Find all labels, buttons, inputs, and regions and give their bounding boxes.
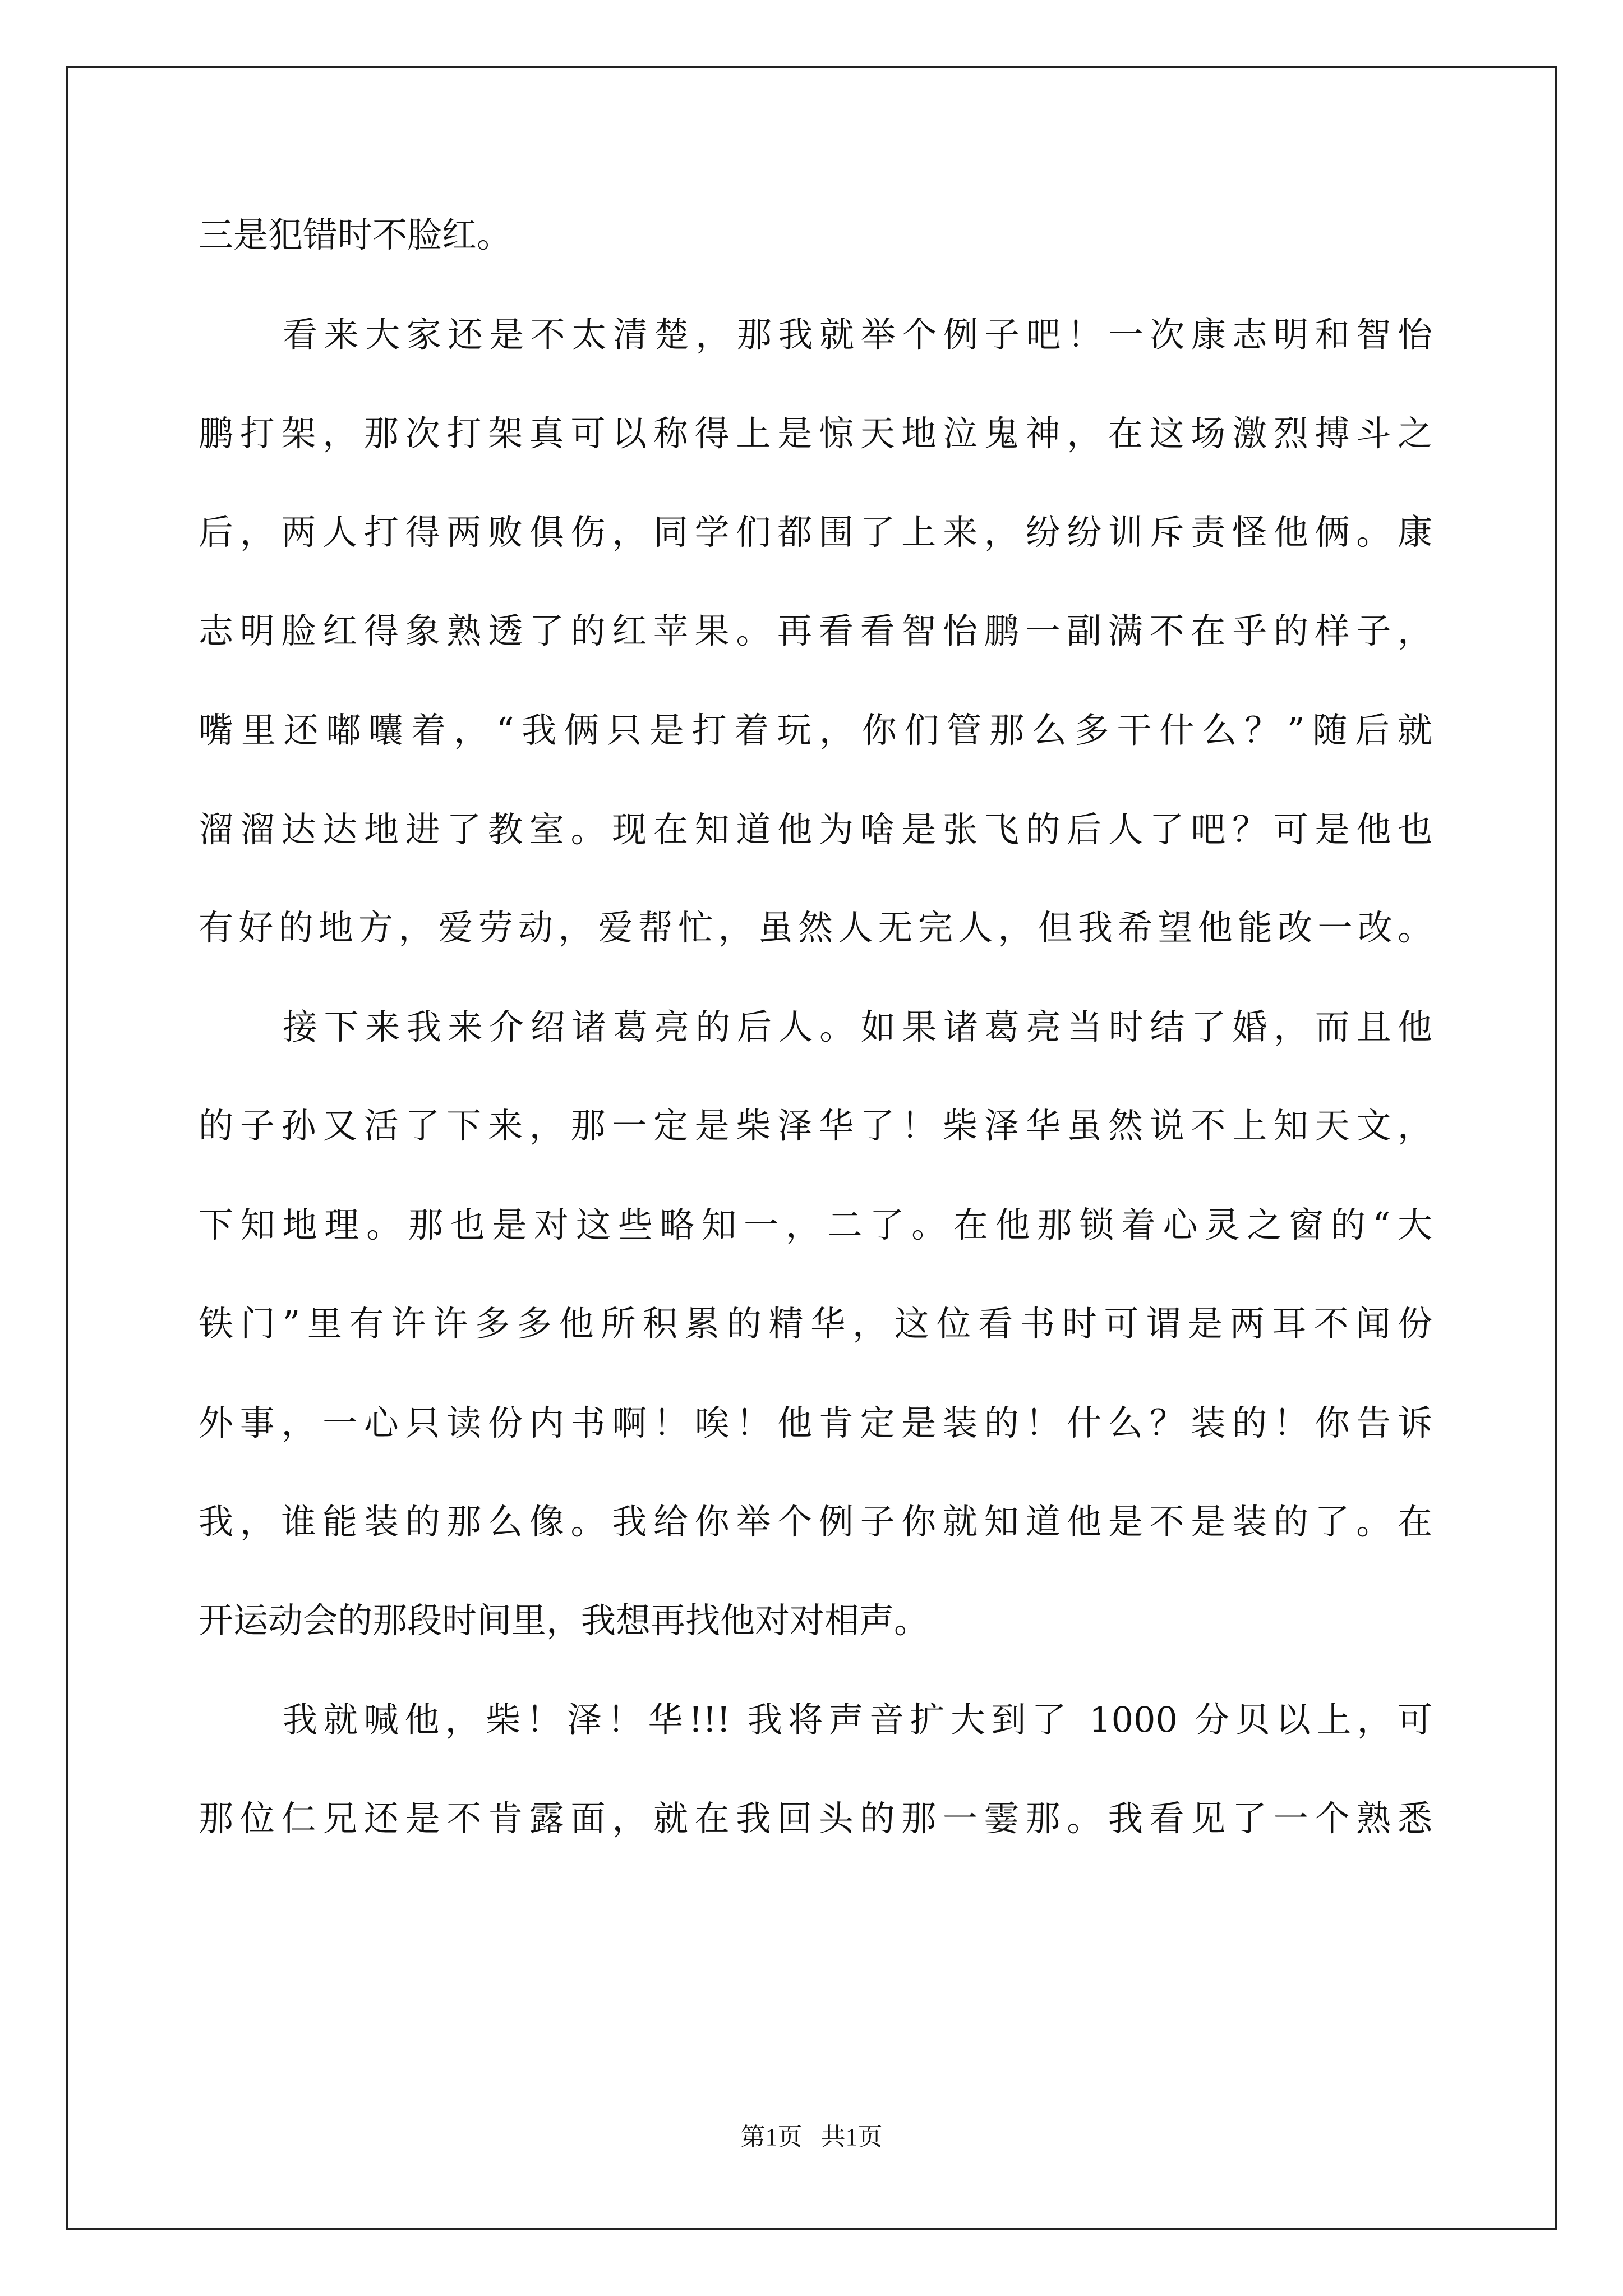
text-line-4: 后，两人打得两败俱伤，同学们都围了上来，纷纷训斥责怪他俩。康 <box>199 512 1432 553</box>
page-footer <box>0 2120 1623 2154</box>
page-number: 第1页 <box>740 2123 803 2151</box>
text-line-17: 那位仁兄还是不肯露面，就在我回头的那一霎那。我看见了一个熟悉 <box>199 1798 1432 1839</box>
text-line-7: 溜溜达达地进了教室。现在知道他为啥是张飞的后人了吧？可是他也 <box>199 809 1432 850</box>
page-total: 共1页 <box>820 2123 883 2151</box>
text-line-8: 有好的地方，爱劳动，爱帮忙，虽然人无完人，但我希望他能改一改。 <box>199 907 1432 948</box>
text-line-11: 下知地理。那也是对这些略知一，二了。在他那锁着心灵之窗的“大 <box>199 1204 1432 1245</box>
text-line-9: 接下来我来介绍诸葛亮的后人。如果诸葛亮当时结了婚，而且他 <box>283 1006 1432 1047</box>
text-line-15: 开运动会的那段时间里，我想再找他对对相声。 <box>199 1600 929 1641</box>
text-line-5: 志明脸红得象熟透了的红苹果。再看看智怡鹏一副满不在乎的样子， <box>199 610 1432 651</box>
text-line-10: 的子孙又活了下来，那一定是柴泽华了！柴泽华虽然说不上知天文， <box>199 1105 1432 1146</box>
text-line-16: 我就喊他，柴！泽！华!!! 我将声音扩大到了 1000 分贝以上，可 <box>283 1699 1432 1740</box>
text-line-13: 外事，一心只读份内书啊！唉！他肯定是装的！什么？装的！你告诉 <box>199 1402 1432 1443</box>
text-line-1: 三是犯错时不脸红。 <box>199 214 512 255</box>
text-line-14: 我，谁能装的那么像。我给你举个例子你就知道他是不是装的了。在 <box>199 1501 1432 1542</box>
text-line-12: 铁门”里有许许多多他所积累的精华，这位看书时可谓是两耳不闻份 <box>199 1303 1432 1344</box>
text-line-3: 鹏打架，那次打架真可以称得上是惊天地泣鬼神，在这场激烈搏斗之 <box>199 413 1432 454</box>
text-line-6: 嘴里还嘟囔着，“我俩只是打着玩，你们管那么多干什么？”随后就 <box>199 710 1432 751</box>
text-line-2: 看来大家还是不太清楚，那我就举个例子吧！一次康志明和智怡 <box>283 314 1432 355</box>
